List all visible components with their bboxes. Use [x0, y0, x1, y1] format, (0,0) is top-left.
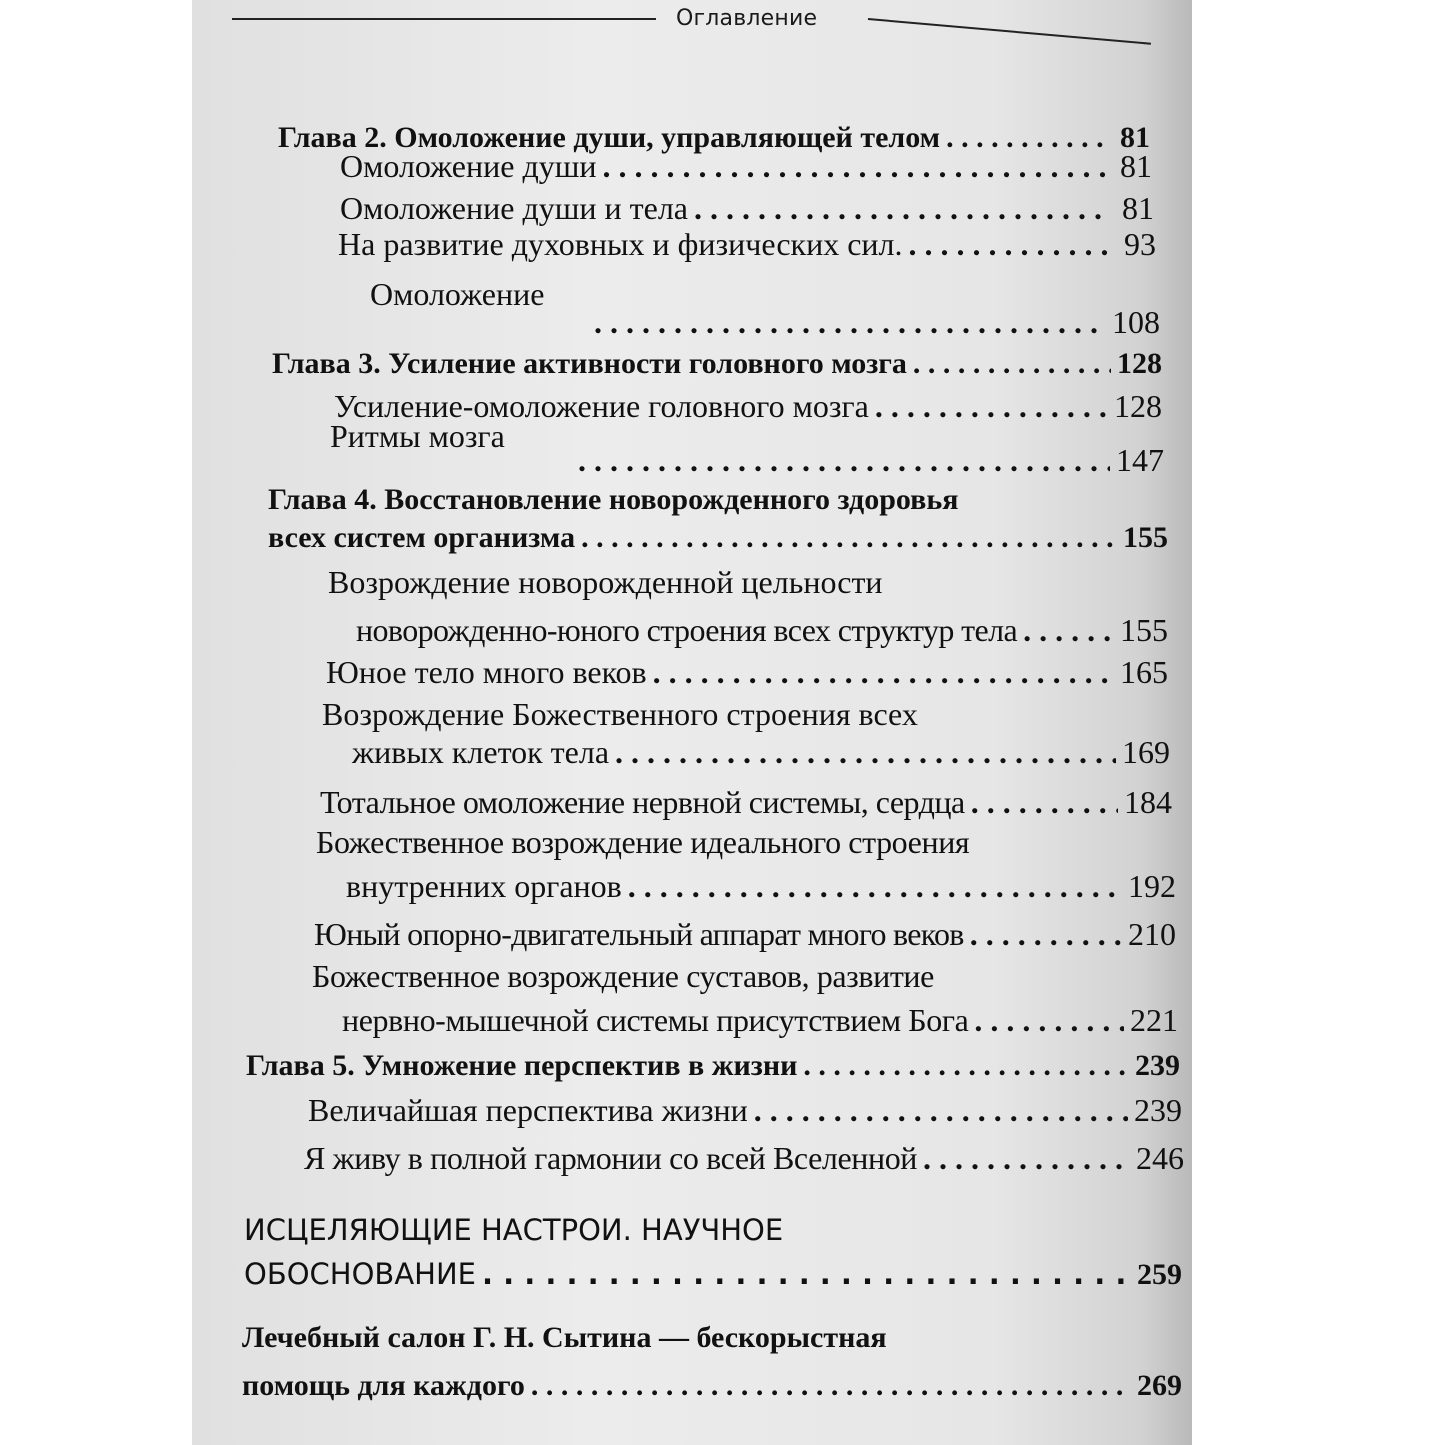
toc-entry-continuation[interactable] [352, 732, 1170, 772]
toc-section-heading[interactable] [242, 1318, 1142, 1358]
toc-leader [913, 344, 1111, 384]
toc-page-number: 239 [1135, 1049, 1180, 1082]
toc-label: Глава 3. Усиление активности головного мозга [272, 347, 907, 380]
toc-page-number: 108 [1112, 304, 1160, 340]
toc-entry[interactable] [308, 1090, 1182, 1130]
toc-label: Величайшая перспектива жизни [308, 1092, 748, 1128]
toc-chapter-3[interactable] [272, 344, 1162, 384]
toc-entry[interactable] [340, 188, 1154, 228]
toc-leader [603, 146, 1107, 186]
toc-leader [909, 224, 1110, 264]
toc-leader [615, 732, 1116, 772]
toc-chapter-4[interactable] [268, 480, 1168, 520]
toc-page-number: 239 [1134, 1092, 1182, 1128]
table-of-contents [192, 0, 1192, 1445]
toc-page-number: 259 [1137, 1258, 1182, 1291]
toc-entry[interactable] [338, 224, 1156, 264]
toc-entry[interactable] [326, 652, 1168, 692]
toc-entry-continuation[interactable] [346, 866, 1176, 906]
toc-leader [1023, 610, 1114, 650]
toc-page-number: 147 [1116, 442, 1164, 478]
toc-page-number: 128 [1114, 388, 1162, 424]
toc-label: Лечебный салон Г. Н. Сытина — бескорыстная [242, 1321, 887, 1354]
toc-label: новорожденно-юного строения всех структур тела [356, 612, 1018, 648]
toc-page-number: 192 [1128, 868, 1176, 904]
toc-chapter-5[interactable] [246, 1046, 1180, 1086]
toc-entry[interactable] [322, 694, 1172, 734]
toc-section-heading[interactable] [244, 1210, 1044, 1250]
toc-leader [970, 914, 1122, 954]
toc-leader [971, 782, 1118, 822]
toc-page-number: 81 [1122, 190, 1154, 226]
toc-leader [581, 518, 1117, 558]
toc-label: ИСЦЕЛЯЮЩИЕ НАСТРОИ. НАУЧНОЕ [244, 1213, 784, 1247]
toc-label: Юное тело много веков [326, 654, 647, 690]
toc-page-number: 246 [1136, 1140, 1184, 1176]
toc-entry-continuation[interactable] [356, 610, 1168, 650]
toc-leader [803, 1046, 1129, 1086]
toc-leader [694, 188, 1108, 228]
toc-label: Омоложение [370, 276, 545, 312]
toc-label: Ритмы мозга [330, 418, 505, 454]
toc-section-heading-continuation[interactable] [244, 1254, 1182, 1294]
toc-leader [653, 652, 1114, 692]
toc-label: Тотальное омоложение нервной системы, сердца [320, 784, 965, 820]
toc-leader [923, 1138, 1130, 1178]
toc-page-number: 128 [1117, 347, 1162, 380]
toc-chapter-4-continuation[interactable] [268, 518, 1168, 558]
toc-page-number: 81 [1120, 148, 1152, 184]
toc-label: всех систем организма [268, 521, 576, 554]
toc-section-heading-continuation[interactable] [242, 1366, 1182, 1406]
toc-entry[interactable] [328, 562, 1148, 602]
toc-label: На развитие духовных и физических сил. [338, 226, 903, 262]
toc-page-number: 169 [1122, 734, 1170, 770]
toc-label: Возрождение Божественного строения всех [322, 696, 918, 732]
toc-label: внутренних органов [346, 868, 622, 904]
toc-page-number: 155 [1123, 521, 1168, 554]
toc-label: Возрождение новорожденной цельности [328, 564, 883, 600]
toc-label: Глава 4. Восстановление новорожденного здоровья [268, 483, 959, 516]
toc-label: Омоложение души и тела [340, 190, 688, 226]
toc-label: Я живу в полной гармонии со всей Вселенной [304, 1140, 918, 1176]
toc-label: Омоложение души [340, 148, 597, 184]
toc-label: помощь для каждого [242, 1369, 525, 1402]
toc-label: Глава 2. Омоложение души, управляющей телом [278, 121, 941, 154]
toc-page-number: 269 [1137, 1369, 1182, 1402]
toc-leader [754, 1090, 1128, 1130]
toc-label: ОБОСНОВАНИЕ [244, 1257, 476, 1291]
toc-entry-leader-row[interactable] [572, 440, 1164, 480]
toc-page-number: 81 [1120, 121, 1150, 154]
toc-entry[interactable] [340, 146, 1152, 186]
toc-page-number: 165 [1120, 654, 1168, 690]
toc-page-number: 210 [1128, 916, 1176, 952]
running-header-title: Оглавление [676, 6, 818, 31]
toc-entry[interactable] [304, 1138, 1184, 1178]
toc-entry[interactable] [312, 956, 1178, 996]
toc-label: Юный опорно-двигательный аппарат много веков [314, 916, 964, 952]
toc-label: нервно-мышечной системы присутствием Бога [342, 1002, 969, 1038]
toc-entry-leader-row[interactable] [588, 302, 1160, 342]
toc-entry[interactable] [320, 782, 1172, 822]
toc-leader [974, 1000, 1124, 1040]
toc-entry[interactable] [314, 914, 1176, 954]
toc-page-number: 155 [1120, 612, 1168, 648]
toc-label: живых клеток тела [352, 734, 610, 770]
toc-leader [482, 1254, 1131, 1294]
toc-page-number: 184 [1124, 784, 1172, 820]
toc-leader [531, 1366, 1131, 1406]
toc-page-number: 93 [1124, 226, 1156, 262]
toc-page-number: 221 [1130, 1002, 1178, 1038]
toc-label: Божественное возрождение суставов, развитие [312, 958, 934, 994]
toc-leader [628, 866, 1122, 906]
toc-entry[interactable] [316, 822, 1176, 862]
toc-leader [875, 386, 1108, 426]
toc-entry-continuation[interactable] [342, 1000, 1178, 1040]
toc-label: Усиление-омоложение головного мозга [334, 388, 869, 424]
toc-leader [578, 440, 1110, 480]
toc-leader [594, 302, 1106, 342]
book-page [192, 0, 1192, 1445]
toc-label: Глава 5. Умножение перспектив в жизни [246, 1049, 798, 1082]
toc-label: Божественное возрождение идеального строения [316, 824, 970, 860]
